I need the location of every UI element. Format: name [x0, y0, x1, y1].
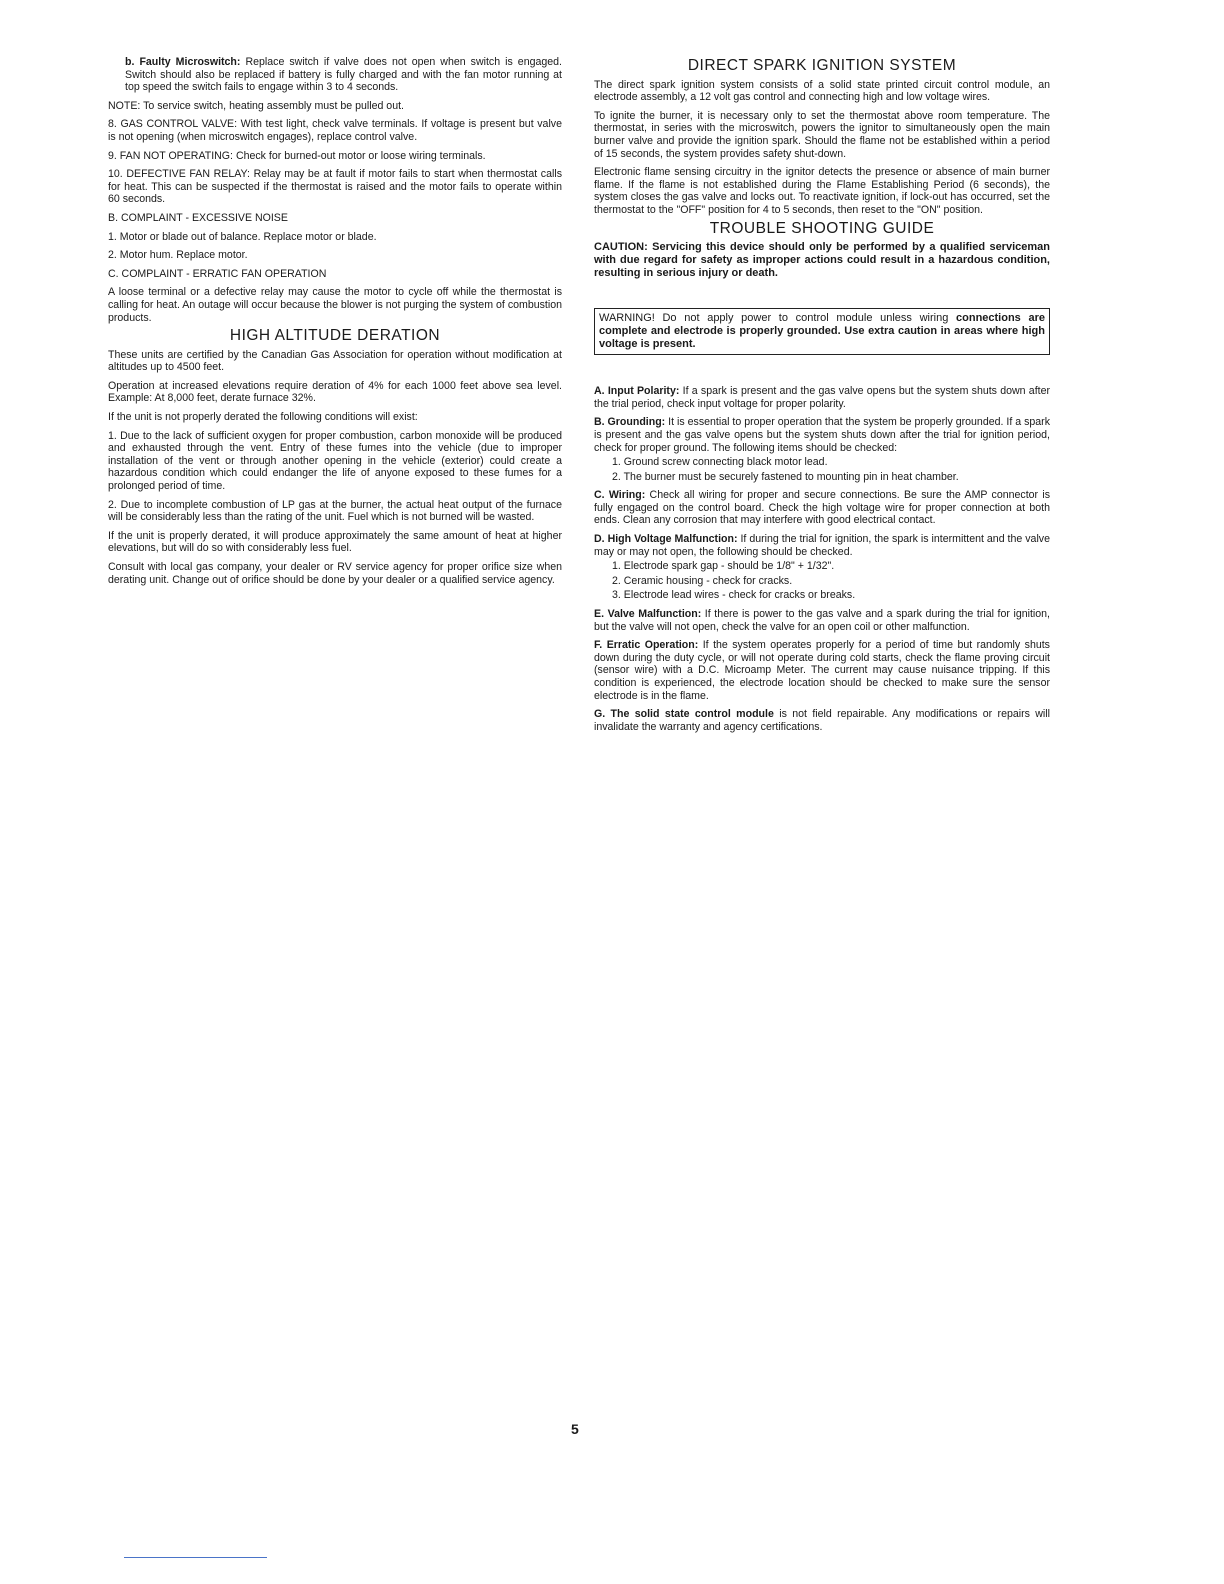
- item-label: 9. FAN NOT OPERATING:: [108, 149, 233, 162]
- item-label: 10. DEFECTIVE FAN RELAY:: [108, 168, 250, 181]
- gas-control-valve-paragraph: [108, 118, 562, 143]
- item-label: E. Valve Malfunction:: [594, 608, 702, 621]
- complaint-noise-heading: B. COMPLAINT - EXCESSIVE NOISE: [108, 211, 288, 224]
- item-label: 8. GAS CONTROL VALVE:: [108, 118, 238, 131]
- item-label: G. The solid state control module: [594, 708, 774, 721]
- note-paragraph: NOTE: To service switch, heating assembly must be pulled out.: [108, 99, 404, 112]
- defective-fan-relay-paragraph: [108, 168, 562, 206]
- item-text: With test light, check valve terminals. If voltage is present but valve is not opening (when microswitch engages), replace control valve.: [108, 118, 562, 143]
- item-label: D. High Voltage Malfunction:: [594, 533, 738, 546]
- item-text: Check for burned-out motor or loose wiring terminals.: [233, 149, 486, 162]
- high-altitude-heading: HIGH ALTITUDE DERATION: [229, 327, 441, 345]
- warning-lead: WARNING! Do not apply power to control module unless wiring: [599, 312, 949, 325]
- list-item: 3. Electrode lead wires - check for cracks or breaks.: [612, 589, 856, 602]
- solid-state-module-paragraph: [594, 708, 1050, 733]
- complaint-erratic-fan-heading: C. COMPLAINT - ERRATIC FAN OPERATION: [108, 267, 327, 280]
- erratic-operation-paragraph: [594, 639, 1050, 702]
- direct-spark-paragraph-2: To ignite the burner, it is necessary only to set the thermostat above room temperature. The thermostat, in series with the microswitch, powers the ignitor to simultaneously open the main burner valve and provide the ignition spark. Should the flame not be established within a period of 15 seconds, the system provides safety shut-down.: [594, 109, 1050, 160]
- altitude-paragraph-4: 1. Due to the lack of sufficient oxygen for proper combustion, carbon monoxide will be produced and exhausted through the vent. Entry of these fumes into the vehicle (due to improper installation of the vent or through another opening in the vehicle (exterior) could create a hazardous condition which could endanger the life of anyone exposed to these fumes for a prolonged period of time.: [108, 429, 562, 493]
- right-column: [594, 56, 1050, 739]
- fan-not-operating-paragraph: [108, 150, 562, 163]
- item-text: If during the trial for ignition, the spark is intermittent and the valve may or may not open, the following should be checked.: [594, 533, 1050, 558]
- warning-box: [594, 308, 1050, 355]
- altitude-paragraph-6: If the unit is properly derated, it will produce approximately the same amount of heat at higher elevations, but will do so with considerably less fuel.: [108, 529, 562, 555]
- caution-paragraph: CAUTION: Servicing this device should only be performed by a qualified serviceman with due regard for safety as improper actions could result in a hazardous condition, resulting in serious injury or death.: [594, 241, 1050, 280]
- list-item: 1. Electrode spark gap - should be 1/8" + 1/32".: [612, 560, 835, 573]
- page-number: 5: [571, 1421, 579, 1437]
- grounding-list: [612, 456, 1050, 483]
- direct-spark-paragraph-1: The direct spark ignition system consists of a solid state printed circuit control module, an electrode assembly, a 12 volt gas control and connecting high and low voltage wires.: [594, 78, 1050, 104]
- altitude-paragraph-7: Consult with local gas company, your dealer or RV service agency for proper orifice size when derating unit. Change out of orifice should be done by your dealer or a qualified service agency.: [108, 561, 562, 586]
- item-text: If the system operates properly for a period of time but randomly shuts down during the duty cycle, or will not operate during cold starts, check the flame proving circuit (sensor wire) with a D.C. Microamp Meter. The current may cause nuisance tripping. If this condition is experienced, the electrode location should be checked to make sure the sensor electrode is in the flame.: [594, 639, 1050, 702]
- list-item: 1. Ground screw connecting black motor lead.: [612, 456, 828, 469]
- altitude-paragraph-3: If the unit is not properly derated the following conditions will exist:: [108, 411, 418, 424]
- altitude-paragraph-5: 2. Due to incomplete combustion of LP gas at the burner, the actual heat output of the furnace will be considerably less than the rating of the unit. Fuel which is not burned will be wasted.: [108, 498, 562, 524]
- high-voltage-paragraph: [594, 533, 1050, 558]
- faulty-microswitch-paragraph: [108, 56, 562, 94]
- high-voltage-list: [612, 560, 1050, 602]
- noise-item-1: 1. Motor or blade out of balance. Replace motor or blade.: [108, 230, 377, 243]
- item-text: Relay may be at fault if motor fails to start when thermostat calls for heat. This can be suspected if the thermostat is raised and the motor fails to operate within 60 seconds.: [108, 168, 562, 206]
- item-label: A. Input Polarity:: [594, 385, 680, 398]
- item-text: is not field repairable. Any modifications or repairs will invalidate the warranty and agency certifications.: [594, 708, 1050, 733]
- trouble-shooting-heading: TROUBLE SHOOTING GUIDE: [709, 219, 935, 237]
- direct-spark-paragraph-3: Electronic flame sensing circuitry in the ignitor detects the presence or absence of main burner flame. If the flame is not established during the Flame Establishing Period (6 seconds), the system closes the gas valve and locks out. To reactivate ignition, if lock-out has occurred, set the thermostat to the "OFF" position for 4 to 5 seconds, then reset to the "ON" position.: [594, 166, 1050, 216]
- grounding-paragraph: [594, 416, 1050, 454]
- item-label: B. Grounding:: [594, 416, 666, 429]
- altitude-paragraph-1: These units are certified by the Canadian Gas Association for operation without modification at altitudes up to 4500 feet.: [108, 348, 562, 374]
- item-text: It is essential to proper operation that the system be properly grounded. If a spark is present and the gas valve opens but the system shuts down after the trial for ignition period, check for proper ground. The following items should be checked:: [594, 416, 1050, 454]
- warning-rest: connections are complete and electrode is properly grounded. Use extra caution in areas where high voltage is present.: [599, 312, 1045, 351]
- noise-item-2: 2. Motor hum. Replace motor.: [108, 249, 248, 262]
- item-text: Check all wiring for proper and secure connections. Be sure the AMP connector is fully engaged on the control board. Check the high voltage wire for proper connection at both ends. Clean any corrosion that may interfere with good electrical contact.: [594, 489, 1050, 527]
- item-label: C. Wiring:: [594, 489, 646, 502]
- wiring-paragraph: [594, 489, 1050, 527]
- item-label: b. Faulty Microswitch:: [125, 56, 241, 68]
- item-text: Replace switch if valve does not open when switch is engaged. Switch should also be replaced if battery is fully charged and with the fan motor running at top speed the switch fails to engage within 3 to 4 seconds.: [125, 56, 562, 94]
- list-item: 2. The burner must be securely fastened to mounting pin in heat chamber.: [612, 470, 959, 483]
- item-text: If a spark is present and the gas valve opens but the system shuts down after the trial period, check input voltage for proper polarity.: [594, 385, 1051, 410]
- list-item: 2. Ceramic housing - check for cracks.: [612, 574, 793, 587]
- altitude-paragraph-2: Operation at increased elevations require deration of 4% for each 1000 feet above sea level. Example: At 8,000 feet, derate furnace 32%.: [108, 379, 562, 405]
- input-polarity-paragraph: [594, 385, 1050, 410]
- valve-malfunction-paragraph: [594, 608, 1050, 633]
- erratic-fan-paragraph: A loose terminal or a defective relay may cause the motor to cycle off while the thermostat is calling for heat. An outage will occur because the blower is not purging the system of combustion products.: [108, 286, 562, 324]
- footer-rule: [124, 1557, 267, 1558]
- direct-spark-heading: DIRECT SPARK IGNITION SYSTEM: [687, 57, 957, 74]
- item-text: If there is power to the gas valve and a spark during the trial for ignition, but the valve will not open, check the valve for an open coil or other malfunction.: [594, 608, 1050, 633]
- item-label: F. Erratic Operation:: [594, 639, 699, 652]
- left-column: [108, 56, 562, 592]
